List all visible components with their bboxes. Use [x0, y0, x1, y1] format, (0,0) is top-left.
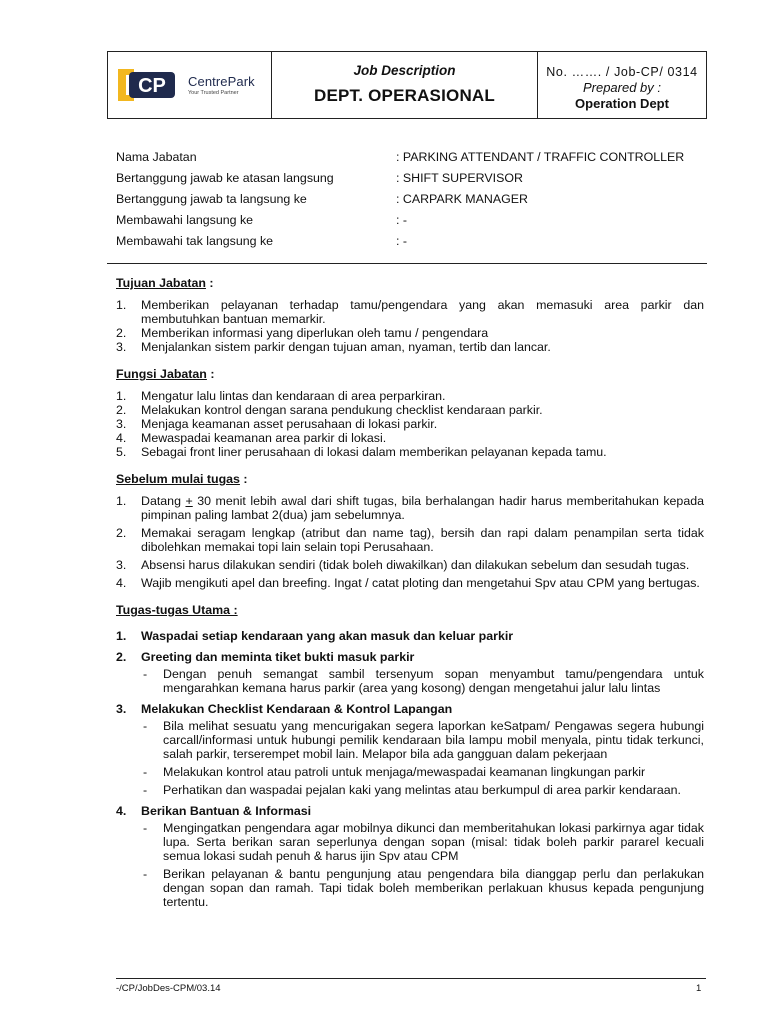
- logo-cell: [108, 52, 272, 118]
- document-number: No. ……. / Job-CP/ 0314: [546, 65, 698, 79]
- info-value: : PARKING ATTENDANT / TRAFFIC CONTROLLER: [396, 150, 685, 164]
- logo-tagline: Your Trusted Partner: [188, 90, 239, 96]
- info-value: : -: [396, 213, 408, 227]
- info-value: : CARPARK MANAGER: [396, 192, 528, 206]
- list-item: 4. Wajib mengikuti apel dan breefing. Ingat / catat ploting dan mengetahui Spv atau CPM yang bertugas.: [116, 576, 700, 590]
- sub-list-item: - Perhatikan dan waspadai pejalan kaki yang melintas atau berkumpul di area parkir kendaraan.: [143, 783, 681, 797]
- tugas-list: [116, 629, 704, 909]
- info-row: [116, 150, 706, 171]
- info-label: Nama Jabatan: [116, 150, 197, 164]
- footer-divider: [116, 978, 706, 979]
- svg-text:CP: CP: [138, 75, 166, 97]
- prepared-by-dept: Operation Dept: [575, 96, 669, 111]
- prepared-by-label: Prepared by :: [582, 80, 662, 95]
- sub-list: [116, 821, 704, 909]
- info-label: Bertanggung jawab ke atasan langsung: [116, 171, 334, 185]
- document-number-cell: [538, 52, 706, 118]
- section-title-tujuan: Tujuan Jabatan :: [116, 276, 214, 290]
- info-label: Membawahi tak langsung ke: [116, 234, 274, 248]
- info-label: Membawahi langsung ke: [116, 213, 254, 227]
- document-body: [116, 276, 704, 909]
- department-title: DEPT. OPERASIONAL: [314, 86, 495, 105]
- list-item: 1. Mengatur lalu lintas dan kendaraan di area perparkiran.: [116, 389, 446, 403]
- info-row: [116, 213, 706, 234]
- info-value: : SHIFT SUPERVISOR: [396, 171, 523, 185]
- list-item: 4. Berikan Bantuan & Informasi - Mengingatkan pengendara agar mobilnya dikunci dan memberitahukan lokasi parkirnya agar tidak lupa. Serta berikan saran seperlunya dengan sopan (misal: tidak boleh parkir pararel kecuali semua lokasi sudah penuh & harus ijin Spv atau CPM - Berikan pelayanan & bantu pengunjung atau pengendara bila dianggap perlu dan perlakukan dengan sopan dan ramah. Tapi tidak boleh memberikan perlakuan khusus kepada pengunjung tertentu.: [116, 804, 704, 909]
- sub-list-item: - Dengan penuh semangat sambil tersenyum sopan menyambut tamu/pengendara untuk mengarahkan kemana harus parkir (area yang kosong) dengan mengetahui jalur lalu lintas: [143, 667, 704, 695]
- sub-list: [116, 667, 704, 695]
- info-label: Bertanggung jawab ta langsung ke: [116, 192, 307, 206]
- sebelum-list: [116, 494, 704, 590]
- sub-list-item: - Melakukan kontrol atau patroli untuk menjaga/mewaspadai keamanan lingkungan parkir: [143, 765, 646, 779]
- list-item: 4. Mewaspadai keamanan area parkir di lokasi.: [116, 431, 387, 445]
- info-value: : -: [396, 234, 408, 248]
- list-item: 3. Melakukan Checklist Kendaraan & Kontrol Lapangan - Bila melihat sesuatu yang mencurigakan segera laporkan keSatpam/ Pengawas segera hubungi carcall/informasi untuk hubungi pemilik kendaraan bila lampu mobil menyala, pintu tidak terkunci, salah parkir, terserempet mobil lain. Melapor bila ada gangguan dalam pekerjaan - Melakukan kontrol atau patroli untuk menjaga/mewaspadai keamanan lingkungan parkir - Perhatikan dan waspadai pejalan kaki yang melintas atau berkumpul di area parkir kendaraan.: [116, 702, 704, 797]
- sub-list-item: - Mengingatkan pengendara agar mobilnya dikunci dan memberitahukan lokasi parkirnya agar tidak lupa. Serta berikan saran seperlunya dengan sopan (misal: tidak boleh parkir pararel kecuali semua lokasi sudah penuh & harus ijin Spv atau CPM: [143, 821, 704, 863]
- footer-reference: -/CP/JobDes-CPM/03.14: [116, 983, 221, 994]
- list-item: 5. Sebagai front liner perusahaan di lokasi dalam memberikan pelayanan kepada tamu.: [116, 445, 607, 459]
- list-item: 2. Greeting dan meminta tiket bukti masuk parkir - Dengan penuh semangat sambil tersenyum sopan menyambut tamu/pengendara untuk mengarahkan kemana harus parkir (area yang kosong) dengan mengetahui jalur lalu lintas: [116, 650, 704, 695]
- list-item: 3. Absensi harus dilakukan sendiri (tidak boleh diwakilkan) dan dilakukan sebelum dan sesudah tugas.: [116, 558, 690, 572]
- info-row: [116, 192, 706, 213]
- section-title-fungsi: Fungsi Jabatan :: [116, 367, 215, 381]
- job-description-label: Job Description: [353, 63, 456, 78]
- list-item: 1. Datang + 30 menit lebih awal dari shift tugas, bila berhalangan hadir harus memberitahukan kepada pimpinan paling lambat 2(dua) jam sebelumnya.: [116, 494, 704, 522]
- list-item: 2. Memakai seragam lengkap (atribut dan name tag), bersih dan rapi dalam penampilan serta tidak dibolehkan memakai topi lain selain topi Perusahaan.: [116, 526, 704, 554]
- section-title-sebelum: Sebelum mulai tugas :: [116, 472, 248, 486]
- centrepark-logo: [118, 69, 180, 101]
- page-number: 1: [696, 983, 702, 994]
- header-table: [107, 51, 707, 119]
- logo-name: CentrePark: [188, 74, 255, 89]
- sub-list-item: - Bila melihat sesuatu yang mencurigakan segera laporkan keSatpam/ Pengawas segera hubungi carcall/informasi untuk hubungi pemilik kendaraan bila lampu mobil menyala, pintu tidak terkunci, salah parkir, terserempet mobil lain. Melapor bila ada gangguan dalam pekerjaan: [143, 719, 704, 761]
- sub-list-item: - Berikan pelayanan & bantu pengunjung atau pengendara bila dianggap perlu dan perlakukan dengan sopan dan ramah. Tapi tidak boleh memberikan perlakuan khusus kepada pengunjung tertentu.: [143, 867, 704, 909]
- info-row: [116, 171, 706, 192]
- list-item: 2. Melakukan kontrol dengan sarana pendukung checklist kendaraan parkir.: [116, 403, 543, 417]
- fungsi-list: [116, 389, 704, 459]
- list-item: 1. Memberikan pelayanan terhadap tamu/pengendara yang akan memasuki area parkir dan membutuhkan bantuan memarkir.: [116, 298, 704, 326]
- section-title-tugas: Tugas-tugas Utama :: [116, 603, 238, 617]
- section-divider: [107, 263, 707, 264]
- list-item: 2. Memberikan informasi yang diperlukan oleh tamu / pengendara: [116, 326, 489, 340]
- list-item: 1. Waspadai setiap kendaraan yang akan masuk dan keluar parkir: [116, 629, 514, 643]
- list-item: 3. Menjalankan sistem parkir dengan tujuan aman, nyaman, tertib dan lancar.: [116, 340, 551, 354]
- tujuan-list: [116, 298, 704, 354]
- info-row: [116, 234, 706, 255]
- list-item: 3. Menjaga keamanan asset perusahaan di lokasi parkir.: [116, 417, 438, 431]
- job-info: [116, 150, 706, 255]
- sub-list: [116, 719, 704, 797]
- title-cell: [272, 52, 538, 118]
